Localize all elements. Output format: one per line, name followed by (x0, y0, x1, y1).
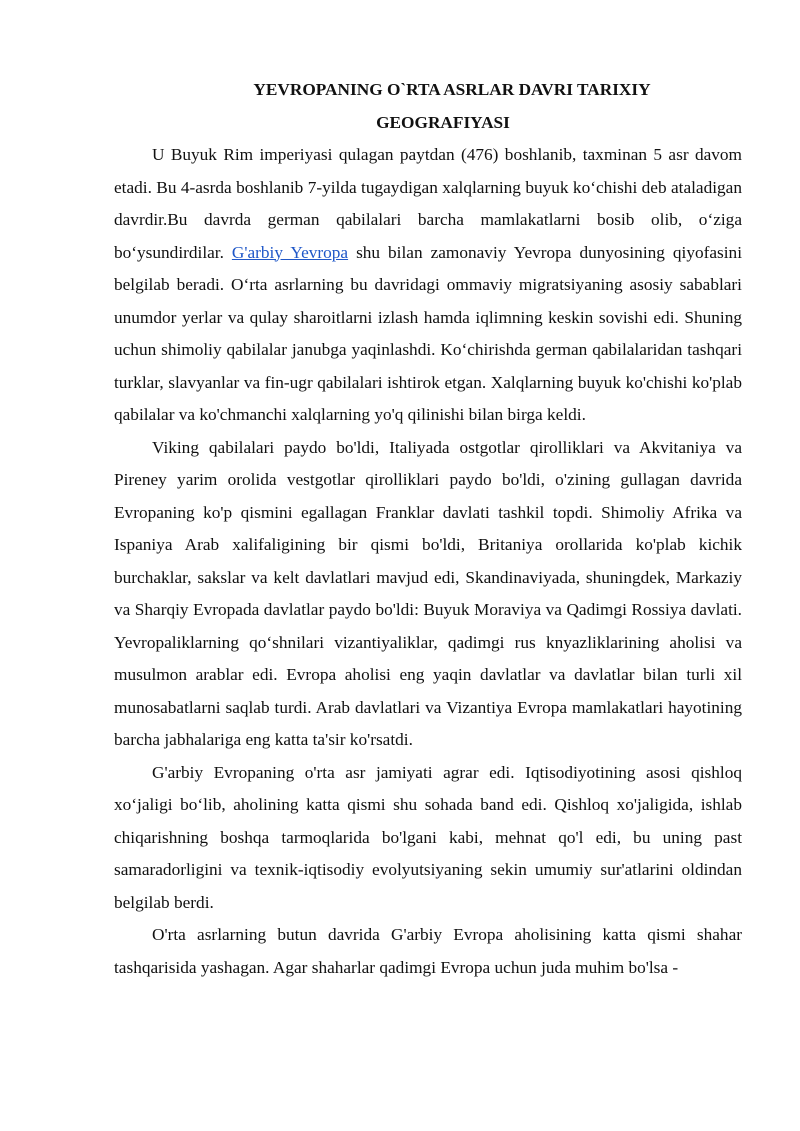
paragraph-4: O'rta asrlarning butun davrida G'arbiy Evropa aholisining katta qismi shahar tashqarisida yashagan. Agar shaharlar qadimgi Evropa uchun juda muhim bo'lsa - (114, 925, 742, 977)
document-page (114, 74, 742, 984)
paragraph-1 (114, 139, 742, 432)
title-line-1: YEVROPANING O`RTA ASRLAR DAVRI TARIXIY (253, 80, 651, 99)
garbiy-yevropa-link[interactable]: G'arbiy Yevropa (231, 242, 349, 262)
paragraph-1-text-a: U Buyuk Rim imperiyasi qulagan paytdan (476) boshlanib, taxminan 5 asr davom etadi. Bu 4-asrda boshlanib 7-yilda tugaydigan xalqlarning buyuk koʻchishi deb ataladigan davrdir.Bu davrda german qabilalari barcha mamlakatlarni bosib olib, oʻziga boʻysundirdilar. (114, 145, 742, 262)
document-title (114, 74, 742, 139)
paragraph-2: Viking qabilalari paydo bo'ldi, Italiyada ostgotlar qirolliklari va Akvitaniya va Pireney yarim orolida vestgotlar qirolliklari paydo bo'ldi, o'zining gullagan davrida Evropaning ko'p qismini egallagan Franklar davlati tashkil topdi. Shimoliy Afrika va Ispaniya Arab xalifaligining bir qismi bo'ldi, Britaniya orollarida ko'plab kichik burchaklar, sakslar va kelt davlatlari mavjud edi, Skandinaviyada, shuningdek, Markaziy va Sharqiy Evropada davlatlar paydo bo'ldi: Buyuk Moraviya va Qadimgi Rossiya davlati. Yevropaliklarning qoʻshnilari vizantiyaliklar, qadimgi rus knyazliklarining aholisi va musulmon arablar edi. Evropa aholisi eng yaqin davlatlar va davlatlar bilan turli xil munosabatlarni saqlab turdi. Arab davlatlari va Vizantiya Evropa mamlakatlari hayotining barcha jabhalariga eng katta ta'sir ko'rsatdi. (114, 437, 742, 749)
paragraph-3: G'arbiy Evropaning o'rta asr jamiyati agrar edi. Iqtisodiyotining asosi qishloq xoʻjaligi boʻlib, aholining katta qismi shu sohada band edi. Qishloq xo'jaligida, ishlab chiqarishning boshqa tarmoqlarida bo'lgani kabi, mehnat qo'l edi, bu uning past samaradorligini va texnik-iqtisodiy evolyutsiyaning sekin umumiy sur'atlarini oldindan belgilab berdi. (114, 762, 742, 912)
paragraph-1-text-b: shu bilan zamonaviy Yevropa dunyosining qiyofasini belgilab beradi. Oʻrta asrlarning bu davridagi ommaviy migratsiyaning asosiy sabablari unumdor yerlar va qulay sharoitlarni izlash hamda iqlimning keskin sovishi edi. Shuning uchun shimoliy qabilalar janubga yaqinlashdi. Koʻchirishda german qabilalaridan tashqari turklar, slavyanlar va fin-ugr qabilalari ishtirok etgan. Xalqlarning buyuk ko'chishi ko'plab qabilalar va ko'chmanchi xalqlarning yo'q qilinishi bilan birga keldi. (114, 242, 742, 424)
title-line-2: GEOGRAFIYASI (376, 112, 510, 132)
